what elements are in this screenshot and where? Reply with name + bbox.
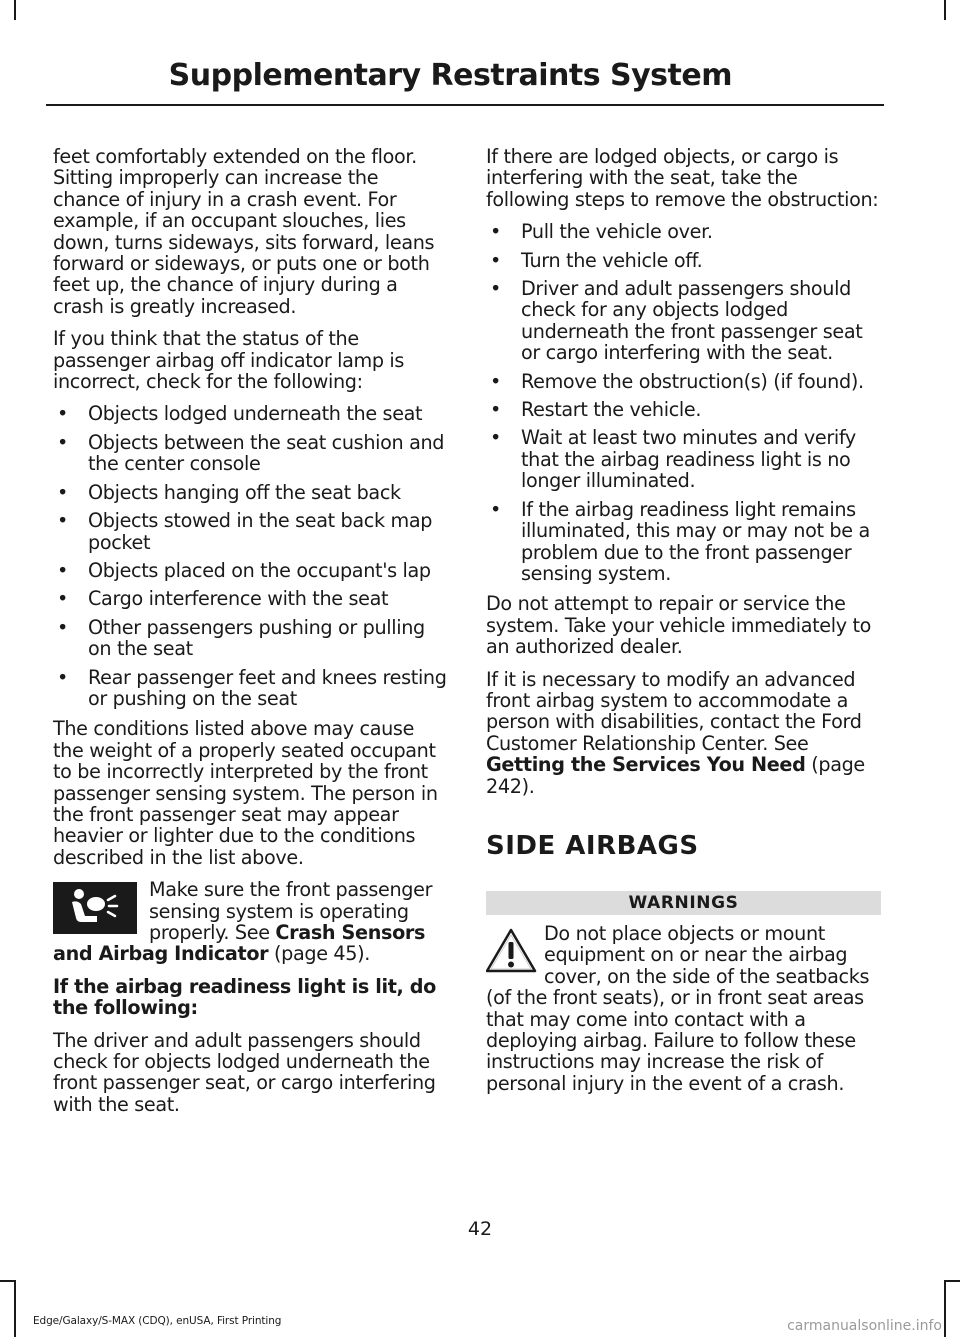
- crop-mark-top-right-vertical: [944, 0, 946, 20]
- list-item-text: Objects lodged underneath the seat: [88, 402, 423, 426]
- airbag-note: [53, 879, 448, 965]
- paragraph-modify: [486, 669, 881, 797]
- crop-mark-bottom-left-horizontal: [0, 1280, 16, 1282]
- paragraph-indicator-check: If you think that the status of the passenger airbag off indicator lamp is incorrect, check for the following:: [53, 327, 405, 394]
- paragraph-lodged-objects: If there are lodged objects, or cargo is interfering with the seat, take the following steps to remove the obstruction:: [486, 145, 879, 211]
- crop-mark-bottom-left-vertical: [14, 1280, 16, 1337]
- list-item: [53, 432, 448, 475]
- list-item-text: Driver and adult passengers should check for any objects lodged underneath the front passenger seat or cargo interfering with the seat.: [521, 277, 863, 365]
- warning-block: [486, 923, 881, 1094]
- bullet: •: [490, 248, 501, 272]
- list-item: [486, 221, 881, 242]
- page-title: Supplementary Restraints System: [168, 58, 732, 93]
- crop-mark-bottom-right-vertical: [944, 1280, 946, 1337]
- list-item: [53, 403, 448, 424]
- list-item-text: Rear passenger feet and knees resting or pushing on the seat: [88, 665, 447, 710]
- list-item-text: Restart the vehicle.: [521, 398, 702, 422]
- list-item-text: Objects placed on the occupant's lap: [88, 558, 431, 582]
- list-item: [486, 399, 881, 420]
- subheading-readiness-light: If the airbag readiness light is lit, do the following:: [53, 974, 436, 1020]
- list-item: [53, 482, 448, 503]
- list-item-text: Objects between the seat cushion and the center console: [88, 430, 445, 476]
- bullet: •: [57, 615, 68, 639]
- title-rule: [46, 104, 884, 106]
- list-item-text: Turn the vehicle off.: [521, 248, 703, 272]
- checklist: [53, 403, 448, 709]
- warning-text: Do not place objects or mount equipment on or near the airbag cover, on the side of the seatbacks (of the front seats), or in front seat areas that may come into contact with a deploying airbag. Failure to follow these instructions may increase the risk of personal injury in the event of a crash.: [486, 922, 870, 1095]
- right-column: [486, 146, 881, 1094]
- list-item: [486, 278, 881, 364]
- modify-page-ref: (page 242).: [486, 753, 865, 798]
- crop-mark-top-left-vertical: [14, 0, 16, 20]
- list-item: [486, 250, 881, 271]
- list-item-text: Wait at least two minutes and verify that the airbag readiness light is no longer illuminated.: [521, 426, 856, 493]
- section-heading-side-airbags: SIDE AIRBAGS: [486, 830, 699, 861]
- bullet: •: [490, 426, 501, 450]
- paragraph-conditions: The conditions listed above may cause the weight of a properly seated occupant to be incorrectly interpreted by the front passenger sensing system. The person in the front passenger seat may appear heavier or lighter due to the conditions described in the list above.: [53, 717, 438, 869]
- list-item: [53, 617, 448, 660]
- list-item: [486, 427, 881, 491]
- list-item-text: Pull the vehicle over.: [521, 220, 713, 244]
- warning-triangle-icon: [486, 927, 538, 975]
- list-item-text: Remove the obstruction(s) (if found).: [521, 369, 864, 393]
- watermark: carmanualsonline.info: [787, 1318, 942, 1334]
- list-item: [486, 371, 881, 392]
- list-item-text: If the airbag readiness light remains illuminated, this may or may not be a problem due to the front passenger sensing system.: [521, 497, 870, 585]
- bullet: •: [57, 480, 68, 504]
- list-item: [53, 510, 448, 553]
- steps-list: [486, 221, 881, 584]
- list-item-text: Other passengers pushing or pulling on the seat: [88, 615, 425, 661]
- getting-services-link[interactable]: Getting the Services You Need: [486, 753, 806, 777]
- bullet: •: [490, 398, 501, 422]
- edition-footer: Edge/Galaxy/S-MAX (CDQ), enUSA, First Printing: [33, 1315, 282, 1327]
- list-item-text: Objects stowed in the seat back map pocket: [88, 509, 433, 554]
- note-text: Make sure the front passenger sensing system is operating properly. See: [149, 879, 433, 944]
- paragraph-dealer: Do not attempt to repair or service the system. Take your vehicle immediately to an authorized dealer.: [486, 592, 872, 659]
- bullet: •: [490, 277, 501, 301]
- bullet: •: [57, 509, 68, 533]
- bullet: •: [57, 402, 68, 426]
- bullet: •: [490, 497, 501, 521]
- paragraph-seating: feet comfortably extended on the floor. Sitting improperly can increase the chance of injury in a crash event. For example, if an occupant slouches, lies down, turns sideways, sits forward, leans forward or sideways, or puts one or both feet up, the chance of injury during a crash is greatly increased.: [53, 145, 435, 318]
- list-item: [53, 560, 448, 581]
- bullet: •: [57, 587, 68, 611]
- list-item: [486, 499, 881, 585]
- bullet: •: [490, 369, 501, 393]
- bullet: •: [57, 430, 68, 454]
- list-item: [53, 667, 448, 710]
- crop-mark-bottom-right-horizontal: [944, 1280, 960, 1282]
- list-item: [53, 588, 448, 609]
- note-page-ref: (page 45).: [268, 942, 371, 965]
- crash-sensors-link[interactable]: Crash Sensors and Airbag Indicator: [53, 921, 426, 965]
- modify-text: If it is necessary to modify an advanced front airbag system to accommodate a person with disabilities, contact the Ford Customer Relationship Center. See: [486, 667, 862, 755]
- list-item-text: Objects hanging off the seat back: [88, 480, 401, 504]
- bullet: •: [490, 220, 501, 244]
- bullet: •: [57, 558, 68, 582]
- list-item-text: Cargo interference with the seat: [88, 587, 389, 611]
- page-number: 42: [467, 1218, 493, 1240]
- warnings-bar: WARNINGS: [486, 891, 881, 915]
- bullet: •: [57, 665, 68, 689]
- paragraph-driver-check: The driver and adult passengers should check for objects lodged underneath the front passenger seat, or cargo interfering with the seat.: [53, 1028, 436, 1116]
- airbag-indicator-icon: [53, 882, 137, 934]
- left-column: [53, 146, 448, 1126]
